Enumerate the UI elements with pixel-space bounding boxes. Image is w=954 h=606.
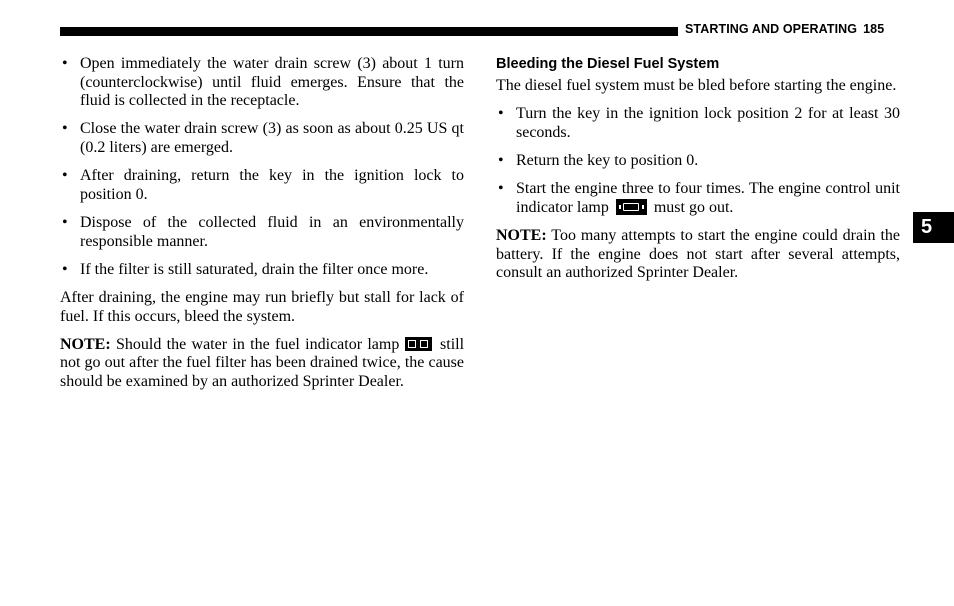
list-item: • Open immediately the water drain screw (3) about 1 turn (counterclockwise) until fluid emerges. Ensure that the fluid is collected in the receptacle. <box>60 55 464 111</box>
running-header <box>685 22 884 36</box>
note-text: Should the water in the fuel indicator lamp <box>116 335 400 353</box>
section-title: STARTING AND OPERATING <box>685 22 858 36</box>
list-item: • Close the water drain screw (3) as soon as about 0.25 US qt (0.2 liters) are emerged. <box>60 120 464 157</box>
note-label: NOTE: <box>496 226 547 244</box>
intro-paragraph: The diesel fuel system must be bled before starting the engine. <box>496 77 897 94</box>
note-text: Too many attempts to start the engine could drain the battery. If the engine does not start after several attempts, consult an authorized Sprinter Dealer. <box>496 226 900 282</box>
page-number: 185 <box>863 22 885 36</box>
bleeding-steps-list <box>496 105 900 217</box>
list-item: • Return the key to position 0. <box>496 152 900 171</box>
note-water-indicator <box>60 336 464 392</box>
right-column <box>496 55 900 292</box>
list-item: • If the filter is still saturated, drain the filter once more. <box>60 261 464 280</box>
water-in-fuel-indicator-icon <box>405 337 432 351</box>
draining-paragraph: After draining, the engine may run briefly but stall for lack of fuel. If this occurs, bleed the system. <box>60 288 464 325</box>
engine-control-unit-icon <box>616 199 647 215</box>
note-battery <box>496 227 900 283</box>
list-item: • Dispose of the collected fluid in an environmentally responsible manner. <box>60 214 464 251</box>
note-text: still not go out after the fuel filter has been drained twice, the cause should be examined by an authorized Sprinter Dealer. <box>60 335 465 390</box>
list-item-text: Start the engine three to four times. The engine control unit indicator lamp <box>516 180 900 216</box>
left-column <box>60 55 464 401</box>
section-heading: Bleeding the Diesel Fuel System <box>496 56 720 72</box>
chapter-tab: 5 <box>913 212 954 243</box>
list-item-text: must go out. <box>653 198 734 216</box>
list-item: • After draining, return the key in the ignition lock to position 0. <box>60 167 464 204</box>
list-item: • Turn the key in the ignition lock position 2 for at least 30 seconds. <box>496 105 900 142</box>
list-item <box>496 180 900 217</box>
header-rule <box>60 27 678 36</box>
draining-steps-list <box>60 55 464 279</box>
note-label: NOTE: <box>60 335 111 353</box>
